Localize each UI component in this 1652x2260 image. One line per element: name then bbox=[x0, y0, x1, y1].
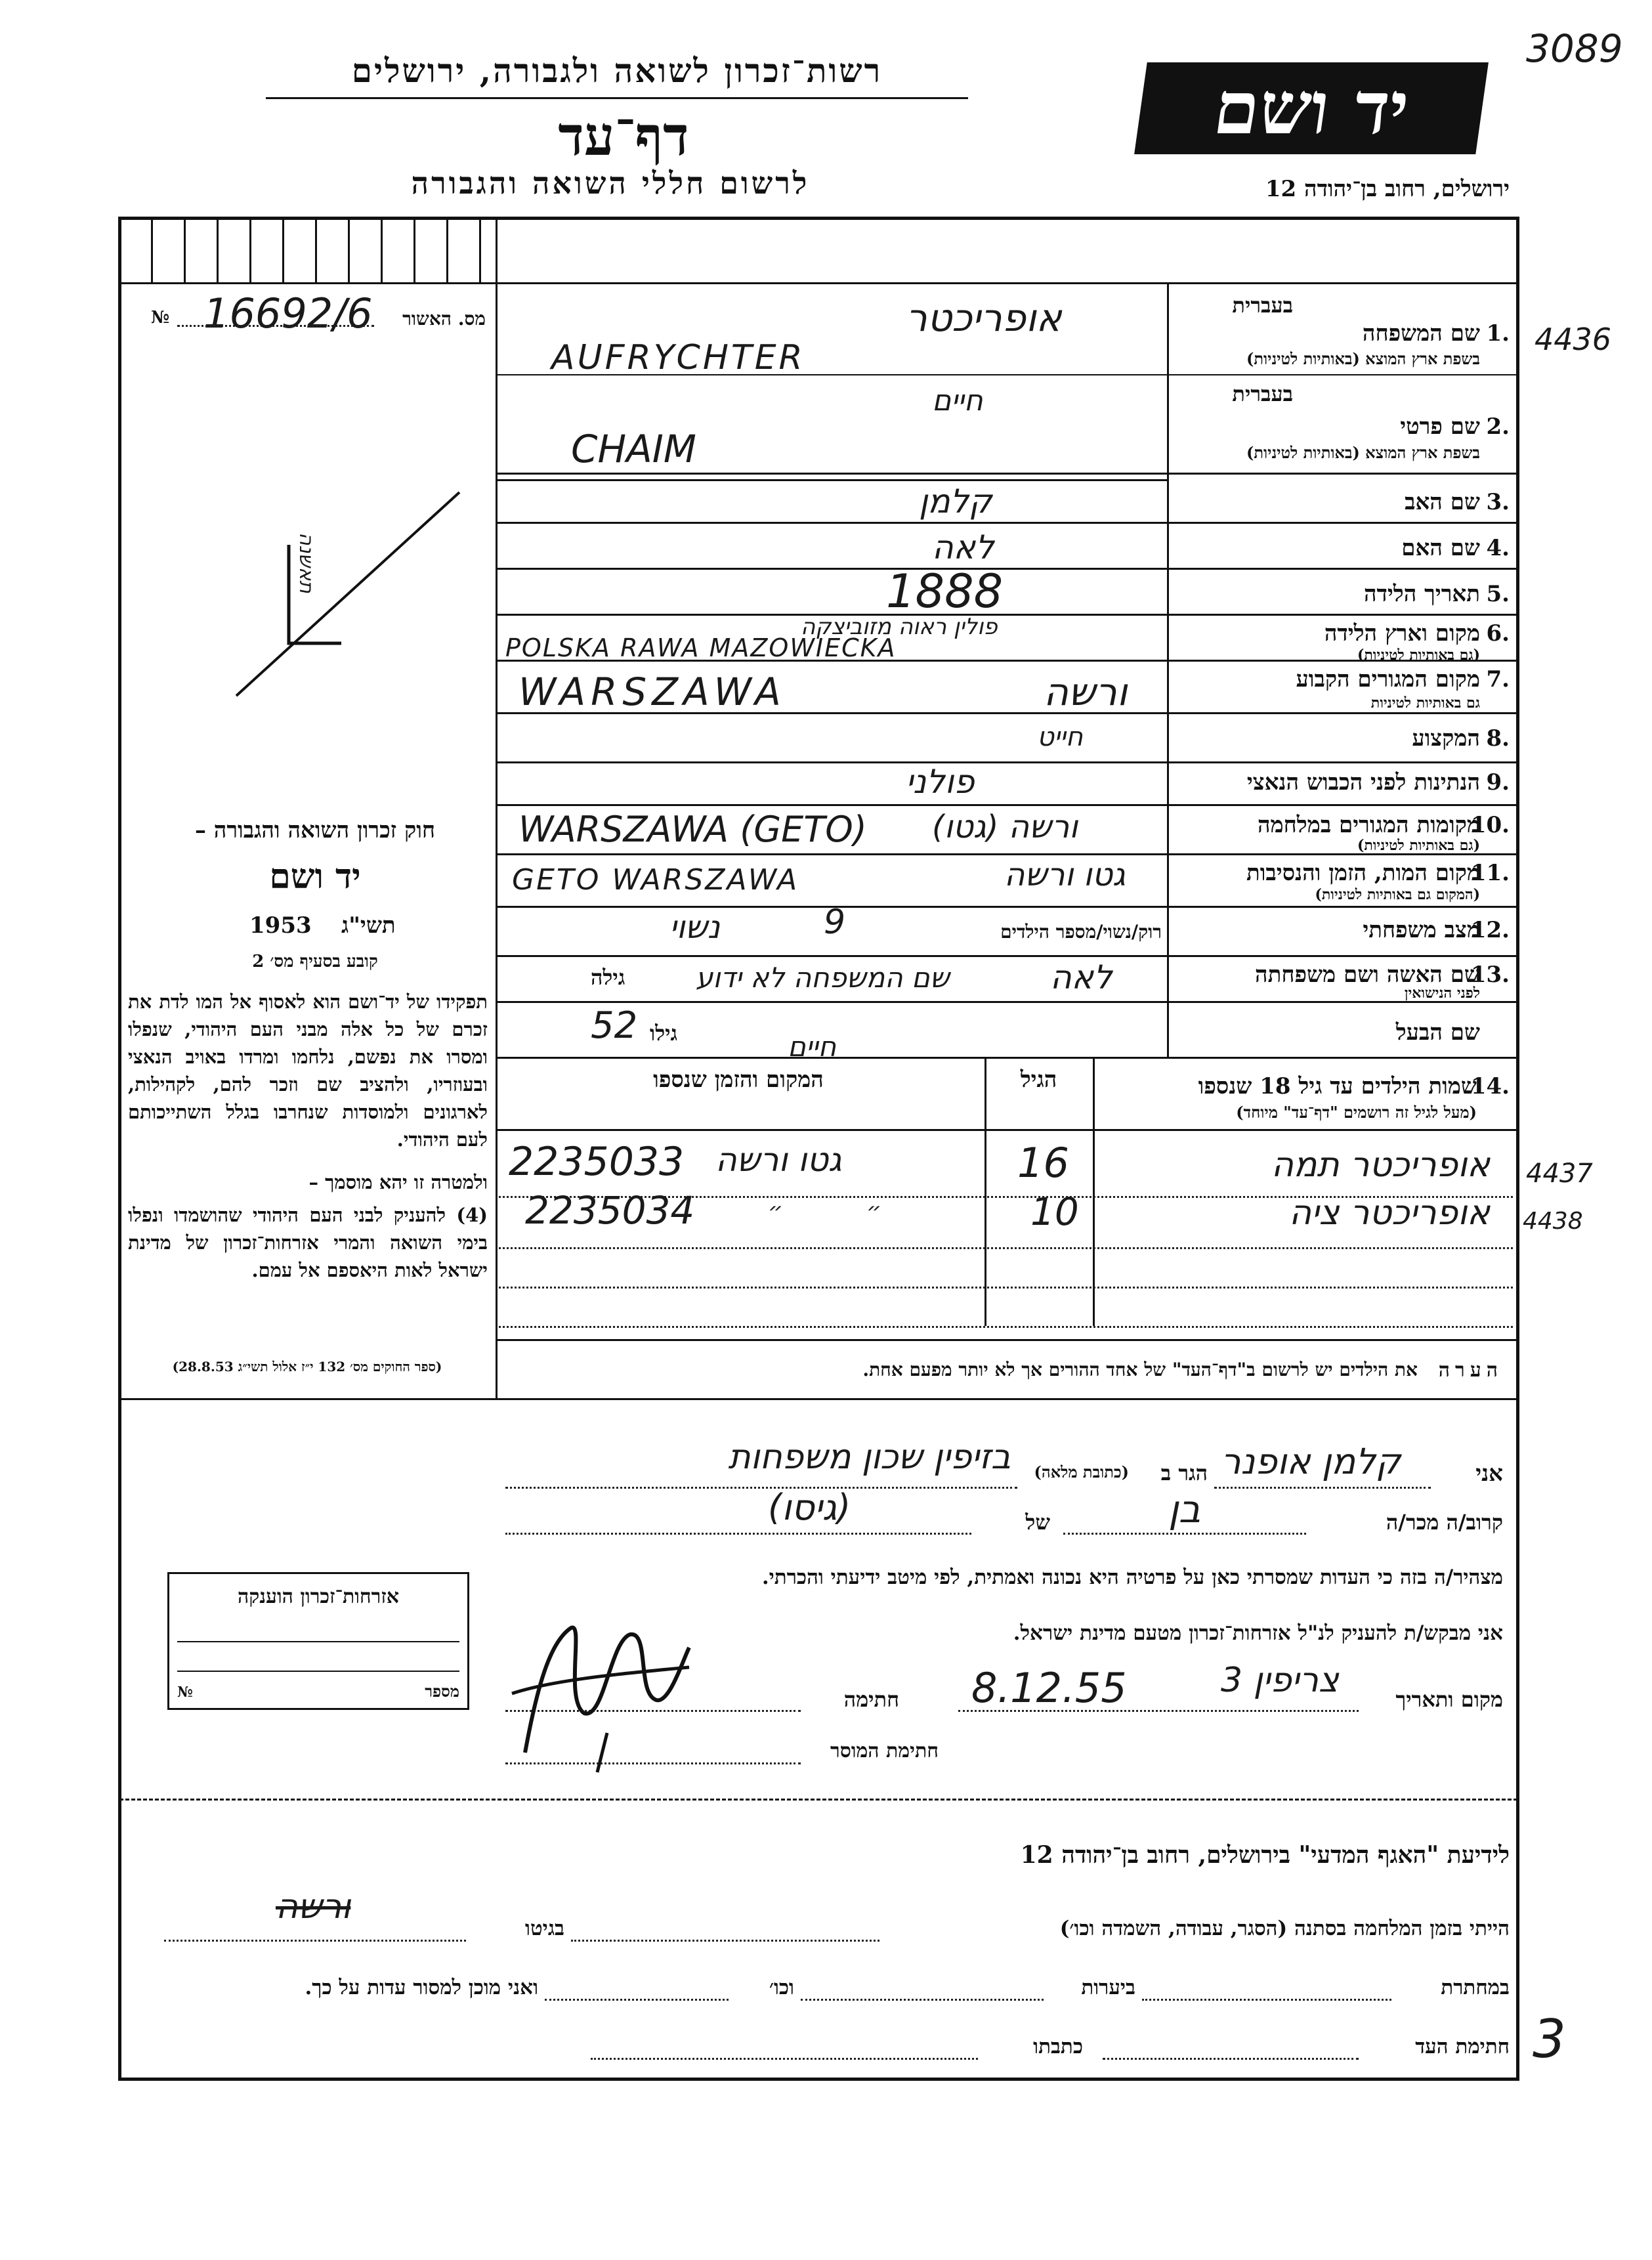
decl-relation-line bbox=[1063, 1533, 1306, 1535]
hebrew-tag: בעברית bbox=[1232, 381, 1293, 406]
marital-inline-label: רוק/נשוי/מספר הילדים bbox=[1000, 921, 1162, 943]
wife-age-label: גילה bbox=[591, 965, 625, 990]
husband-age-value: 52 bbox=[591, 1004, 638, 1047]
approved-stamp: תאשנה bbox=[294, 532, 318, 593]
surname-label: שם המשפחה bbox=[1362, 320, 1480, 347]
field-num: 7. bbox=[1486, 666, 1510, 693]
firstname-label: שם פרטי bbox=[1400, 414, 1480, 440]
children-col-age: הגיל bbox=[1020, 1067, 1057, 1093]
field-num: 3. bbox=[1486, 489, 1510, 515]
child-place: גטו ורשה bbox=[715, 1141, 842, 1179]
decl-of-line bbox=[505, 1533, 971, 1535]
strip-cell-divider bbox=[413, 219, 415, 282]
strip-cell-divider bbox=[151, 219, 153, 282]
field-num: 2. bbox=[1486, 414, 1510, 440]
wartime-residence-label: מקומות המגורים במלחמה bbox=[1257, 812, 1480, 838]
husband-label: שם הבעל bbox=[1395, 1019, 1480, 1046]
strip-cell-divider bbox=[249, 219, 251, 282]
children-age-left-divider bbox=[985, 1057, 986, 1326]
wife-sub: לפני הנישואין bbox=[1404, 985, 1480, 1002]
footer-camp-line bbox=[1142, 1999, 1391, 2001]
footer-etc-label: וכו׳ bbox=[769, 1976, 794, 1999]
husband-age-label: גילו bbox=[650, 1021, 678, 1046]
children-title: שמות הילדים עד גיל 18 שנספו bbox=[1198, 1073, 1477, 1099]
authority-line: רשות־זכרון לשואה ולגבורה, ירושלים bbox=[351, 51, 883, 90]
footer-etc-line bbox=[545, 1999, 729, 2001]
residence-hebrew-value: ורשה bbox=[1044, 670, 1128, 714]
decl-place-value: צריפין 3 bbox=[1221, 1661, 1339, 1700]
child-place-secondary: ״ bbox=[866, 1198, 882, 1225]
reg-number-row bbox=[131, 289, 486, 338]
footer-ready-label: ואני מוכן למסור עדות על כך. bbox=[305, 1976, 538, 1999]
row-line bbox=[496, 522, 1518, 524]
children-header-line bbox=[496, 1129, 1518, 1131]
footer-ghetto-line bbox=[164, 1940, 466, 1942]
child-age: 16 bbox=[1017, 1139, 1069, 1187]
father-value: קלמן bbox=[919, 482, 992, 521]
top-strip-line bbox=[119, 282, 1517, 284]
firstname-hebrew-value: חיים bbox=[932, 384, 983, 417]
marital-label: מצב משפחתי bbox=[1363, 917, 1480, 943]
footer-page-mark: 3 bbox=[1533, 2009, 1566, 2070]
death-place-sub: (המקום גם באותיות לטיניות) bbox=[1315, 886, 1480, 903]
decl-receiver-label: חתימת המוסר bbox=[830, 1739, 939, 1762]
children-row-line bbox=[499, 1287, 1513, 1289]
footer-was-line bbox=[571, 1940, 879, 1942]
footer-actions-label: ביערות bbox=[1081, 1976, 1135, 1999]
row-line bbox=[496, 479, 1168, 481]
row-line bbox=[496, 473, 1518, 474]
field-num: 6. bbox=[1486, 620, 1510, 647]
death-place-label: מקום המות, הזמן והנסיבות bbox=[1246, 860, 1480, 886]
child-margin-number: 4437 bbox=[1526, 1159, 1593, 1189]
footer-separator bbox=[119, 1799, 1517, 1801]
residence-value: WARSZAWA bbox=[519, 670, 786, 714]
footer-address-label: כתבתו bbox=[1033, 2035, 1083, 2058]
decl-resident-label: הגר ב bbox=[1160, 1460, 1208, 1485]
mother-label: שם האם bbox=[1401, 535, 1480, 561]
row-line bbox=[496, 804, 1518, 806]
corner-number: 3089 bbox=[1526, 26, 1623, 71]
residence-sub: גם באותיות לטיניות bbox=[1370, 694, 1480, 712]
strip-cell-divider bbox=[282, 219, 284, 282]
wartime-residence-hebrew-value: ורשה (גטו) bbox=[932, 809, 1078, 845]
birthdate-label: תאריך הלידה bbox=[1363, 581, 1480, 607]
decl-relation-value: בן bbox=[1168, 1487, 1201, 1531]
birthplace-value: POLSKA RAWA MAZOWIECKA bbox=[505, 633, 897, 662]
field-num: 12. bbox=[1470, 917, 1510, 943]
death-place-hebrew-value: גטו ורשה bbox=[1004, 857, 1126, 893]
field-num: 9. bbox=[1486, 769, 1510, 796]
note-top-line bbox=[496, 1339, 1518, 1341]
approval-bracket-mark bbox=[276, 538, 354, 650]
footer-actions-line bbox=[801, 1999, 1044, 2001]
surname-latin-value: AUFRYCHTER bbox=[551, 338, 805, 377]
children-num: 14. bbox=[1470, 1073, 1510, 1099]
law-note: ולמטרה זו יהא מוסמך – bbox=[308, 1171, 488, 1193]
header-address: ירושלים, רחוב בן־יהודה 12 bbox=[1265, 176, 1510, 202]
death-place-value: GETO WARSZAWA bbox=[512, 863, 799, 897]
law-year-heb: תשי"ג bbox=[341, 912, 396, 939]
note-label: הערה bbox=[1438, 1359, 1503, 1382]
wife-extra-value: שם המשפחה לא ידוע bbox=[696, 962, 950, 994]
strip-cell-divider bbox=[479, 219, 481, 282]
decl-address-hint: (כתובת מלאה) bbox=[1034, 1462, 1129, 1482]
mother-value: לאה bbox=[932, 528, 994, 566]
field-num: 8. bbox=[1486, 725, 1510, 752]
margin-number-top: 4436 bbox=[1535, 322, 1612, 357]
decl-place-date-label: מקום ותאריך bbox=[1395, 1687, 1503, 1712]
law-year: 1953 bbox=[249, 912, 312, 939]
footer-address-line bbox=[591, 2058, 978, 2060]
reg-sign: № bbox=[151, 308, 170, 328]
decl-name-line bbox=[1214, 1487, 1431, 1489]
row-line bbox=[496, 1057, 1518, 1059]
birthdate-value: 1888 bbox=[886, 565, 1004, 618]
decl-of-label: של bbox=[1025, 1510, 1050, 1535]
strip-cell-divider bbox=[348, 219, 350, 282]
decl-name-value: קלמן אופנר bbox=[1221, 1441, 1401, 1482]
decl-date-value: 8.12.55 bbox=[971, 1664, 1127, 1712]
decl-receiver-line bbox=[505, 1762, 801, 1764]
nationality-label: הנתינות לפני הכבוש הנאצי bbox=[1246, 769, 1480, 796]
footer-ghetto-value: ורשה bbox=[276, 1887, 351, 1927]
child-place: ״ bbox=[768, 1198, 784, 1225]
decl-request: אני מבקש/ת להעניק לנ"ל אזרחות־זכרון מטעם מדינת ישראל. bbox=[1013, 1621, 1503, 1645]
row-line bbox=[496, 906, 1518, 908]
law-reference: (ספר החוקים מס׳ 132 י״ז אלול תשי״ג 28.8.53) bbox=[172, 1359, 442, 1375]
firstname-sub: בשפת ארץ המוצא (באותיות לטיניות) bbox=[1246, 443, 1480, 462]
children-count-value: 9 bbox=[824, 903, 846, 942]
row-line bbox=[496, 761, 1518, 763]
strip-cell-divider bbox=[381, 219, 383, 282]
form-title: דף־עד bbox=[558, 105, 689, 168]
yad-vashem-logo: יד ושם bbox=[1134, 62, 1489, 154]
note-text: את הילדים יש לרשום ב"דף־העד" של אחד ההורים אך לא יותר מפעם אחת. bbox=[862, 1359, 1418, 1380]
law-item: (4) להעניק לבני העם היהודי שהושמדו ונפלו בימי השואה והמרי אזרחות־זכרון של מדינת ישראל לאות היאספם אל עמם. bbox=[128, 1204, 488, 1281]
decl-signature-label: חתימה bbox=[843, 1687, 899, 1712]
left-column-divider bbox=[496, 219, 498, 1400]
field-num: 11. bbox=[1470, 860, 1510, 886]
husband-value: חיים bbox=[788, 1031, 837, 1063]
birthplace-hebrew-value: פולין ראוה מזוביצקה bbox=[801, 614, 998, 640]
strip-cell-divider bbox=[446, 219, 448, 282]
children-row-line bbox=[499, 1247, 1513, 1249]
label-column-divider bbox=[1167, 282, 1169, 1057]
child-code: 2235033 bbox=[509, 1139, 685, 1185]
footer-witness-sig-line bbox=[1103, 2058, 1359, 2060]
decl-address-value: בזיפין שכון משפחות bbox=[728, 1438, 1011, 1477]
strip-cell-divider bbox=[184, 219, 186, 282]
law-name: יד ושם bbox=[269, 857, 361, 897]
reg-number: 16692/6 bbox=[203, 289, 373, 337]
children-age-right-divider bbox=[1093, 1057, 1095, 1326]
child-name: אופריכטר ציה bbox=[1289, 1193, 1490, 1233]
decl-address-line bbox=[505, 1487, 1017, 1489]
footer-witness-sig-label: חתימת העד bbox=[1415, 2035, 1510, 2058]
strip-cell-divider bbox=[217, 219, 219, 282]
footer-camp-label: במחתרת bbox=[1441, 1976, 1510, 1999]
child-name: אופריכטר תמה bbox=[1271, 1145, 1490, 1185]
row-line bbox=[496, 955, 1518, 957]
nationality-value: פולני bbox=[906, 763, 975, 801]
children-col-place: המקום והזמן שנספו bbox=[653, 1067, 824, 1093]
children-subtitle: (מעל לגיל זה רושמים "דף־עד" מיוחד) bbox=[1236, 1103, 1477, 1122]
reg-number-dotline bbox=[177, 325, 374, 327]
footer-title: לידיעת "האגף המדעי" בירושלים, רחוב בן־יהודה 12 bbox=[1020, 1841, 1510, 1869]
firstname-latin-value: CHAIM bbox=[571, 427, 696, 471]
citizenship-number-label: מספר bbox=[425, 1682, 459, 1701]
decl-signature-value bbox=[696, 1726, 697, 1727]
citizenship-box-line bbox=[177, 1641, 459, 1642]
hebrew-tag: בעברית bbox=[1232, 293, 1293, 318]
field-firstname-label bbox=[1175, 377, 1510, 469]
note-bottom-line bbox=[119, 1398, 1517, 1400]
child-code: 2235034 bbox=[525, 1188, 695, 1233]
residence-label: מקום המגורים הקבוע bbox=[1296, 666, 1480, 693]
law-title: חוק זכרון השואה והגבורה – bbox=[194, 817, 436, 843]
field-num: 4. bbox=[1486, 535, 1510, 561]
strip-cell-divider bbox=[315, 219, 317, 282]
profession-value: חייט bbox=[1037, 722, 1083, 752]
decl-i-label: אני bbox=[1475, 1460, 1503, 1487]
profession-label: המקצוע bbox=[1412, 725, 1480, 752]
decl-of-value: (גיסו) bbox=[768, 1487, 851, 1528]
wife-label: שם האשה ושם משפחתה bbox=[1255, 962, 1480, 988]
citizenship-box-line bbox=[177, 1671, 459, 1672]
row-line bbox=[496, 568, 1518, 570]
wartime-residence-value: WARSZAWA (GETO) bbox=[519, 809, 867, 850]
children-row-line bbox=[499, 1326, 1513, 1328]
field-num: 5. bbox=[1486, 581, 1510, 607]
footer-ghetto-label: בגיטו bbox=[525, 1917, 564, 1940]
birthplace-sub: (גם באותיות לטיניות) bbox=[1357, 647, 1480, 664]
citizenship-number-sign: № bbox=[177, 1684, 193, 1701]
decl-statement: מצהיר/ה בזה כי העדות שמסרתי כאן על פרטיה היא נכונה ואמתית, לפי מיטב ידיעתי והכרתי. bbox=[761, 1566, 1503, 1589]
reg-label: מס. האשור bbox=[402, 308, 486, 330]
authority-underline bbox=[266, 97, 968, 99]
father-label: שם האב bbox=[1405, 489, 1480, 515]
child-age: 10 bbox=[1030, 1189, 1079, 1234]
law-section: קובע בסעיף מס׳ 2 bbox=[252, 952, 378, 971]
surname-hebrew-value: אופריכטר bbox=[906, 295, 1062, 340]
row-line bbox=[496, 614, 1518, 616]
field-surname-label bbox=[1175, 289, 1510, 374]
signature-scribble bbox=[499, 1602, 696, 1779]
marital-value: נשוי bbox=[669, 909, 721, 946]
citizenship-box-title: אזרחות־זכרון הוענקה bbox=[237, 1585, 400, 1608]
decl-relative-label: קרוב/ה מכר/ה bbox=[1386, 1510, 1503, 1535]
footer-was-label: הייתי בזמן המלחמה בסתנה (הסגר, עבודה, השמדה וכו׳) bbox=[1059, 1917, 1510, 1940]
birthplace-label: מקום וארץ הלידה bbox=[1324, 620, 1480, 647]
law-text: תפקידו של יד־ושם הוא לאסוף אל המו לדת את זכרם של כל אלה מבני העם היהודי, שנפלו ומסרו את נפשם, נלחמו ומרדו באויב הנאצי ובעוזריו, ולהציב שם וזכר להם, לקהילות, לארגונים ולמוסדות שנחרבו בגלל השתייכותם לעם היהודי. bbox=[128, 991, 488, 1151]
field-num: 13. bbox=[1470, 962, 1510, 988]
wartime-residence-sub: (גם באותיות לטיניות) bbox=[1357, 837, 1480, 854]
child-margin-number: 4438 bbox=[1523, 1208, 1583, 1235]
surname-sub: בשפת ארץ המוצא (באותיות לטיניות) bbox=[1246, 349, 1480, 368]
wife-value: לאה bbox=[1050, 958, 1112, 996]
field-num: 10. bbox=[1470, 812, 1510, 838]
form-subtitle: לרשום חללי השואה והגבורה bbox=[411, 165, 810, 201]
field-num: 1. bbox=[1486, 320, 1510, 347]
